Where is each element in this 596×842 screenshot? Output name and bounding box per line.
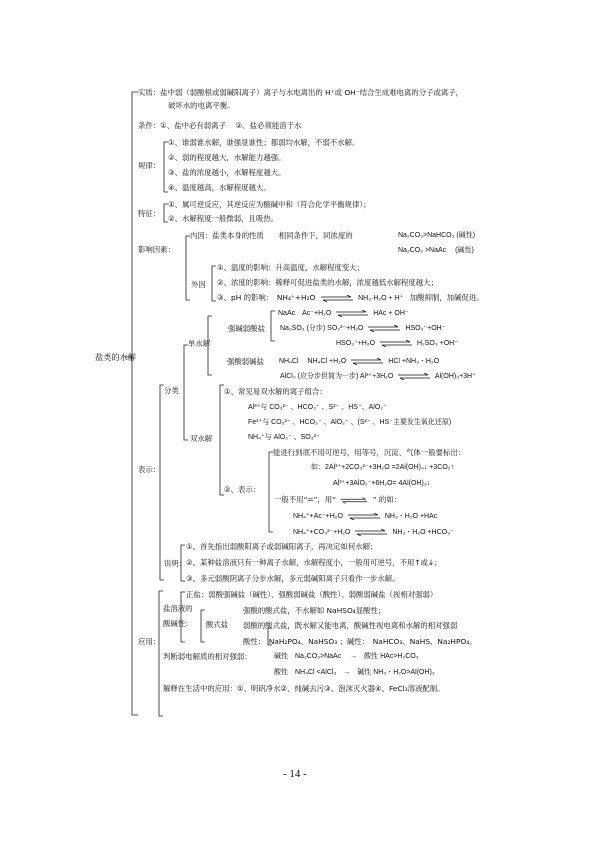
reversible-arrow-icon: [397, 373, 431, 380]
yiban-eq2: [293, 527, 454, 538]
shuangshuijie-label: 双水解: [190, 434, 213, 443]
zhengyan-line: 正盐：弱酸强碱盐（碱性）、强酸弱碱盐（酸性）、弱酸弱碱盐（视相对强弱）: [186, 590, 438, 599]
tiaojian-line: 条件：①、盐中必有弱离子 ②、盐必须能溶于水: [138, 121, 302, 130]
neiyin-eq2: Na₂CO₃ >NaAc (碱性): [398, 247, 474, 254]
eq-alcl3: [280, 371, 476, 382]
eq-right: HCl +NH₃・H₂O: [388, 358, 440, 365]
fenlei-label: 分类: [164, 386, 179, 395]
eq-left: NaAc Ac⁻+H₂O: [278, 310, 332, 317]
ph-line: [217, 292, 484, 304]
suanshi-item: 强酸的酸式盐，不水解如 NaHSO₄显酸性；: [243, 606, 386, 615]
reversible-arrow-icon: [379, 340, 413, 347]
yiban-line: [274, 494, 401, 505]
shuoming-label: 说明：: [164, 559, 187, 568]
eq-right: HSO₃⁻+OH⁻: [405, 325, 446, 332]
reversible-arrow-icon: [347, 513, 381, 520]
eq-left: NH₄Cl NH₄Cl +H₂O: [279, 358, 347, 365]
eq-right: HAc + OH⁻: [373, 310, 409, 317]
shuoming-item: ②、某种盐溶液只有一种离子水解，水解程度小，一般用可逆号，不用↑或↓；: [186, 558, 442, 567]
biaoshi2-label: ②、表示：: [224, 485, 261, 494]
guilv-item: ①、谁弱谁水解，谁强显谁性；都弱均水解，不弱不水解。: [168, 138, 360, 147]
suanshi-item: 弱酸的酸式盐，既水解又能电离，酸碱性视电离和水解的相对强弱: [243, 621, 458, 630]
biaoshi-label: 表示：: [138, 465, 161, 474]
eq-right: H₂SO₃ +OH⁻: [416, 340, 458, 347]
panduan-line: 判断弱电解质的相对强弱：: [163, 652, 252, 661]
qsrj-label: 强酸弱碱盐: [227, 357, 264, 366]
panduan-eq2: 酸性 NH₄Cl <AlCl₃ → 碱性 NH₃・H₂O>Al(OH)₃: [274, 669, 435, 676]
qjrs-label: 强碱弱酸盐: [228, 324, 265, 333]
yiban-text: 一般不用“=”，用“: [274, 495, 337, 504]
ph-note: 加酸抑制，加碱促进。: [409, 293, 484, 302]
danshuijie-label: 单水解: [188, 339, 211, 348]
waiyin-item: ①、温度的影响：升高温度，水解程度变大；: [217, 263, 365, 272]
tezheng-label: 特征：: [138, 209, 161, 218]
shuoming-item: ③、多元弱酸阴离子分步水解，多元弱碱阳离子只看作一步水解。: [186, 574, 400, 583]
tezheng-item: ①、属可逆反应，其逆反应为酸碱中和（符合化学平衡规律）；: [168, 200, 371, 209]
reversible-arrow-icon: [367, 325, 401, 332]
yiban-eq1: [293, 511, 437, 522]
eq-so3: [280, 323, 445, 334]
shuoming-item: ①、首先指出弱酸阳离子或弱碱阳离子，再决定如何水解；: [186, 542, 378, 551]
yanrongye-label-2: 酸碱性：: [163, 619, 193, 628]
eq-left: AlCl₃ (应分步但简为一步) Al³⁺+3H₂O: [280, 373, 394, 380]
waiyin-label: 外因: [191, 280, 206, 289]
yiban-end: ” 的如：: [372, 495, 402, 504]
yingxiang-label: 影响因素：: [138, 245, 175, 254]
eq-hso3: [336, 338, 458, 349]
eq-left: Na₂SO₃ (分步) SO₃²⁻+H₂O: [280, 325, 364, 332]
page-number: - 14 -: [283, 768, 307, 780]
neiyin-eq1: Na₂CO₃>NaHCO₃ (碱性): [398, 232, 476, 239]
shizhi-line2: 破坏水的电离平衡。: [168, 101, 235, 110]
yingyong-label: 应用：: [138, 637, 161, 646]
reversible-arrow-icon: [340, 497, 368, 504]
suanshi-item: 酸性： NaH₂PO₄、NaHSO₃ ；碱性： NaHCO₃、NaHS、Na₂HPO₄。: [243, 637, 477, 646]
eq-right: Al(OH)₃+3H⁺: [434, 373, 476, 380]
reversible-arrow-icon: [350, 358, 384, 365]
ph-eq-right: NH₃·H₂O + H⁺: [358, 295, 404, 302]
shuang-item: ①、常见易双水解的离子组合：: [224, 387, 327, 396]
reversible-arrow-icon: [354, 529, 388, 536]
waiyin-item: ②、浓度的影响：稀释可促进盐类的水解，浓度越低水解程度越大；: [217, 278, 438, 287]
eq-left: NH₄⁺+CO₃²⁻+H₂O: [293, 529, 351, 536]
reversible-arrow-icon: [320, 295, 354, 302]
guilv-item: ③、盐的浓度越小，水解程度越大。: [168, 168, 286, 177]
shizhi-line1: 实质：盐中弱（弱酸根或弱碱阳离子）离子与水电离出的 H⁺或 OH⁻结合生成难电离的分子或离子，: [138, 88, 464, 97]
eq-nh4cl: [279, 356, 439, 367]
neiyin-line: 内因：盐类本身的性质 相同条件下，同浓度的: [190, 231, 353, 240]
shuang-item: NH₄⁺与 AlO₂⁻ 、SO₃²⁻: [248, 434, 320, 441]
eq-right: NH₃・H₂O +HAc: [384, 513, 438, 520]
neng-eq1: 如：2Al³⁺+2CO₃²⁻+3H₂O =2Al(OH)₃↓ +3CO₂↑: [311, 464, 455, 471]
eq-left: HSO₃⁻+H₂O: [336, 340, 376, 347]
guilv-item: ②、弱的程度越大，水解能力越强。: [168, 153, 286, 162]
eq-left: NH₄⁺+Ac⁻+H₂O: [293, 513, 343, 520]
tezheng-item: ②、水解程度一般微弱，且吸热。: [168, 214, 279, 223]
reversible-arrow-icon: [335, 310, 369, 317]
panduan-eq1: 碱性 Na₂CO₃>NaAc → 酸性 HAc>H₂CO₃: [274, 653, 419, 660]
eq-right: NH₃・H₂O +HCO₃⁻: [392, 529, 454, 536]
suanshiyan-label: 酸式盐: [206, 620, 229, 629]
eq-nac: [278, 308, 409, 319]
neng-eq2: Al³⁺+3AlO₂⁻+6H₂O= 4Al(OH)₃↓: [333, 480, 431, 487]
topic-title: 盐类的水解: [95, 352, 136, 362]
neng-line: 能进行到底不用可逆号，用等号，沉淀、气体一般要标出：: [273, 448, 466, 457]
ph-eq-left: ③、pH 的影响： NH₄⁺+H₂O: [217, 293, 316, 302]
guilv-label: 规律：: [138, 161, 161, 170]
guilv-item: ④、温度越高，水解程度越大。: [168, 183, 271, 192]
shuang-item: Al³⁺与 CO₃²⁻ 、HCO₃⁻ 、S²⁻ 、HS⁻、AlO₂⁻: [248, 404, 387, 411]
shenghuo-line: 解释在生活中的应用：①、明矾净水②、纯碱去污③、泡沫灭火器④、FeCl₃溶液配制。: [163, 684, 445, 693]
yanrongye-label-1: 盐溶液的: [163, 604, 193, 613]
shuang-item: Fe³⁺与 CO₃²⁻ 、HCO₃⁻ 、AlO₂⁻ 、(S²⁻ 、HS⁻主要发生氧化还原): [248, 419, 452, 426]
